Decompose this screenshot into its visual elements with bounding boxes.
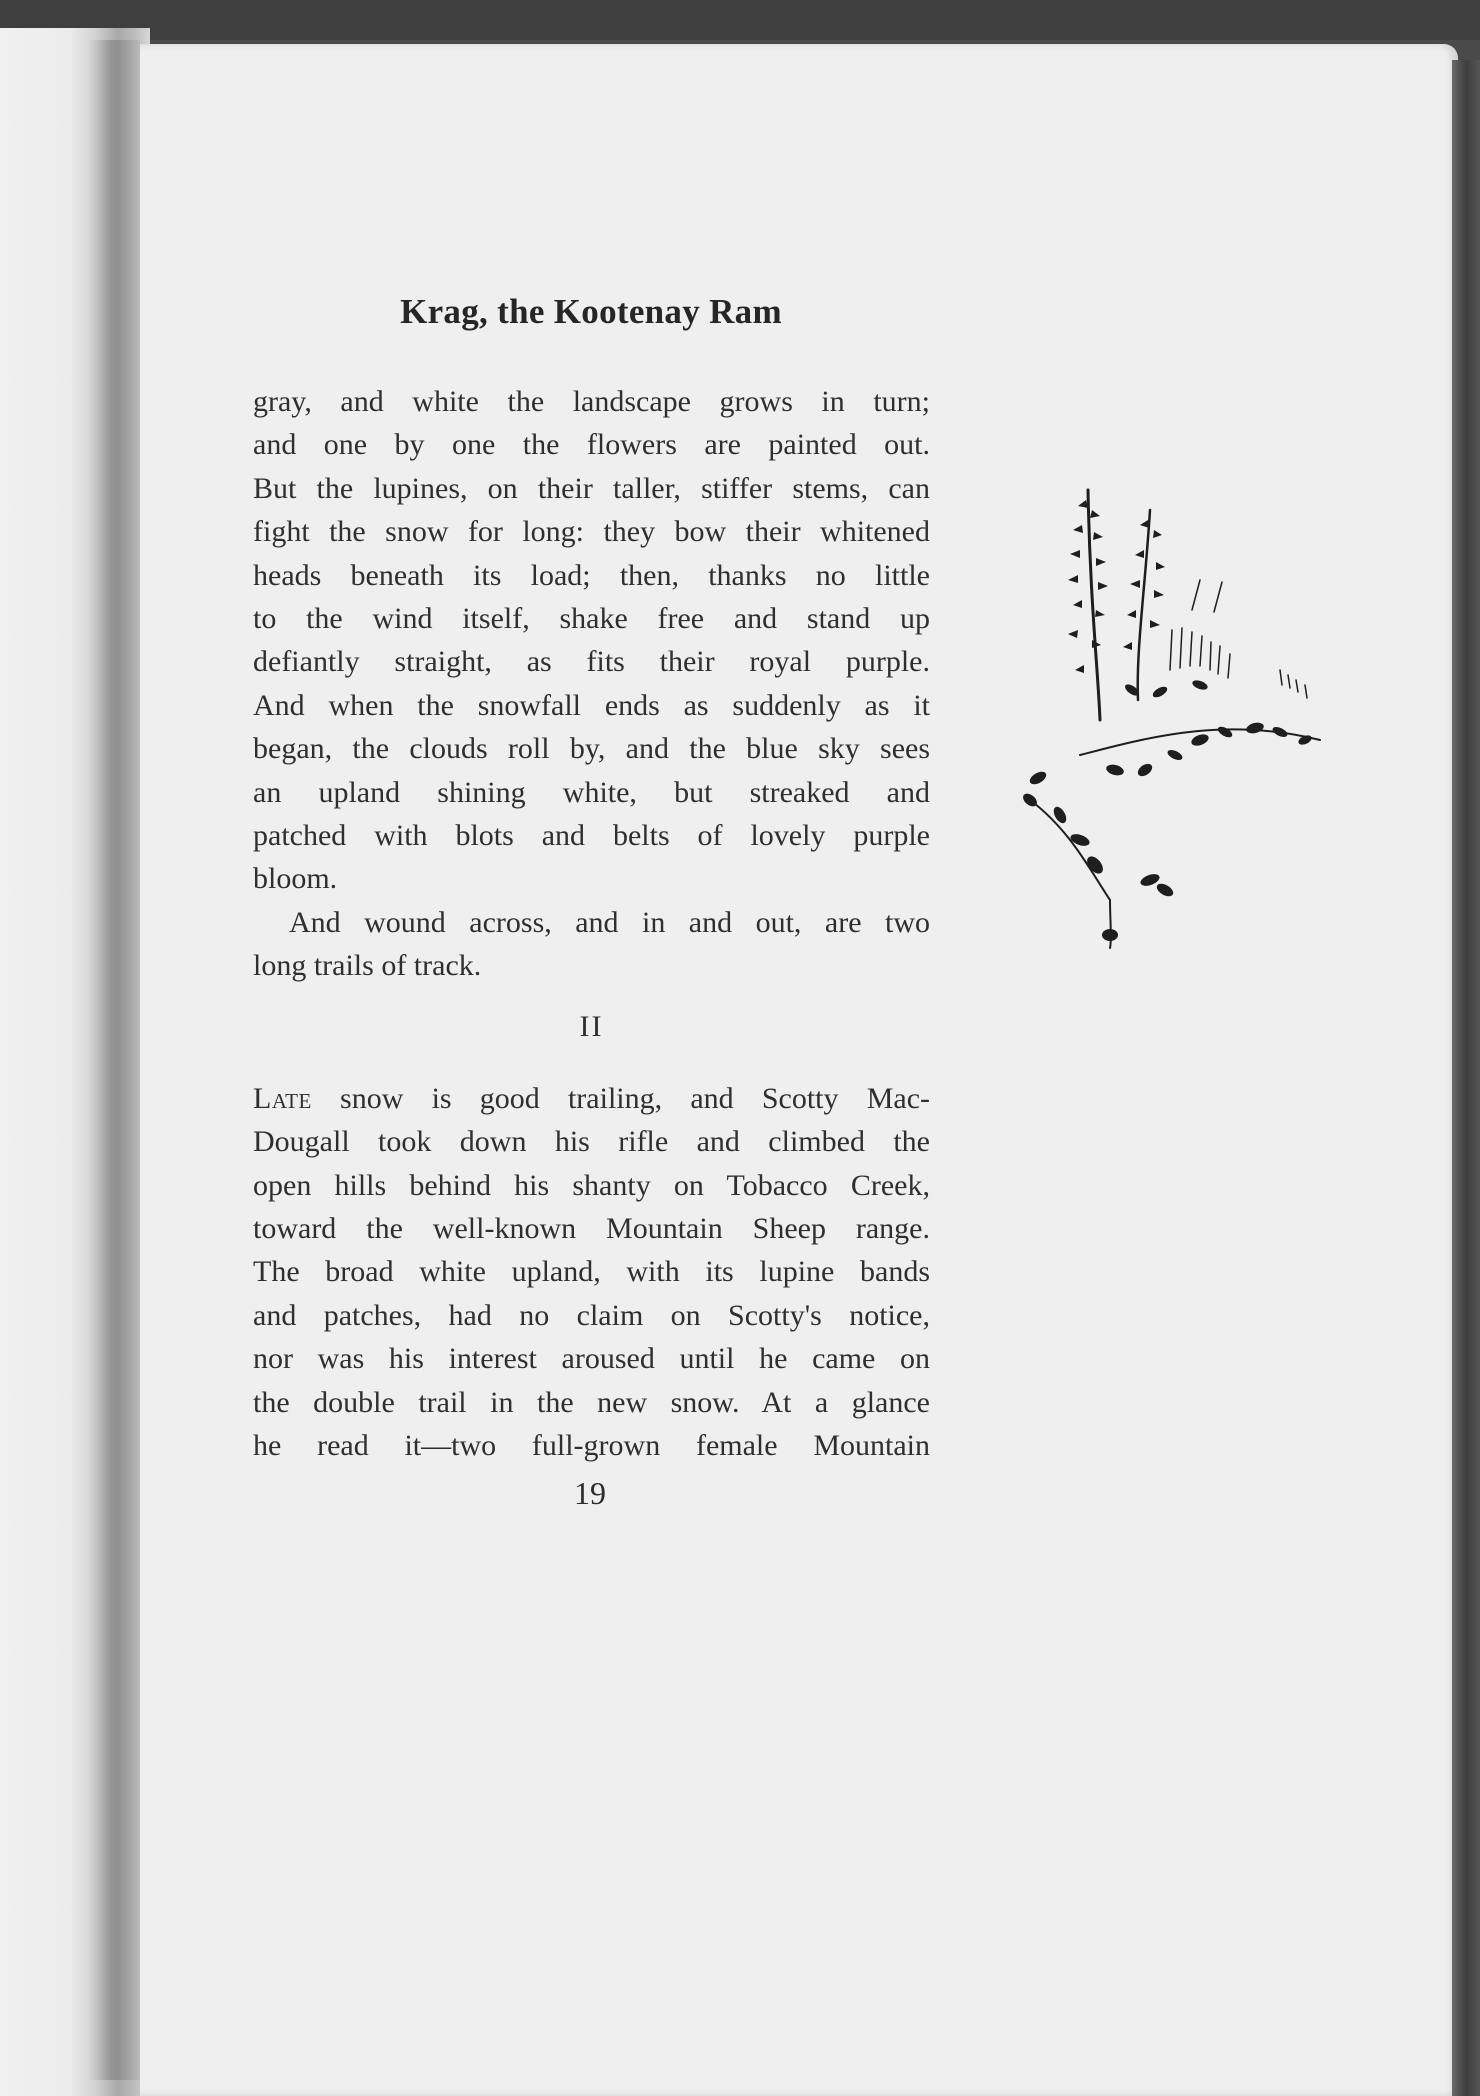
text-line [253, 1077, 930, 1120]
paragraph-1 [253, 380, 930, 901]
text-line: the double trail in the new snow. At a glance [253, 1385, 930, 1419]
text-line: But the lupines, on their taller, stiffer stems, can [253, 471, 930, 505]
page-fore-edge [1452, 60, 1480, 2096]
text-line: And wound across, and in and out, are two [289, 905, 930, 939]
paragraph-2 [253, 901, 930, 988]
text-line: open hills behind his shanty on Tobacco Creek, [253, 1168, 930, 1202]
text-line: Dougall took down his rifle and climbed the [253, 1125, 930, 1159]
paragraph-3 [253, 1077, 930, 1468]
small-caps-lead: Late [253, 1081, 312, 1115]
text-line: began, the clouds roll by, and the blue sky sees [253, 732, 930, 766]
text-line: bloom. [253, 862, 338, 896]
section-heading: II [579, 1010, 604, 1044]
text-line: toward the well-known Mountain Sheep range. [253, 1212, 930, 1246]
lupine-illustration [960, 470, 1360, 970]
text-line: and patches, had no claim on Scotty's notice, [253, 1298, 930, 1332]
text-line: and one by one the flowers are painted out. [253, 428, 930, 462]
text-line: And when the snowfall ends as suddenly as it [253, 688, 930, 722]
text-line: long trails of track. [253, 949, 482, 983]
text-line: fight the snow for long: they bow their whitened [253, 515, 930, 549]
page-number: 19 [574, 1475, 606, 1511]
body-text [253, 380, 930, 1467]
text-line: to the wind itself, shake free and stand up [253, 601, 930, 635]
text-line: an upland shining white, but streaked and [253, 775, 930, 809]
text-line: he read it—two full-grown female Mountain [253, 1428, 930, 1462]
text-line: gray, and white the landscape grows in turn; [253, 385, 930, 418]
text-line: nor was his interest aroused until he came on [253, 1342, 930, 1376]
text-line: heads beneath its load; then, thanks no little [253, 558, 930, 592]
scan-top-border [0, 0, 1480, 40]
text-line-rest: snow is good trailing, and Scotty Mac- [311, 1081, 930, 1115]
running-head: Krag, the Kootenay Ram [400, 292, 782, 331]
text-line: patched with blots and belts of lovely purple [253, 818, 930, 852]
text-line: The broad white upland, with its lupine bands [253, 1255, 930, 1289]
text-line: defiantly straight, as fits their royal purple. [253, 645, 930, 679]
gutter-shadow [88, 40, 140, 2080]
